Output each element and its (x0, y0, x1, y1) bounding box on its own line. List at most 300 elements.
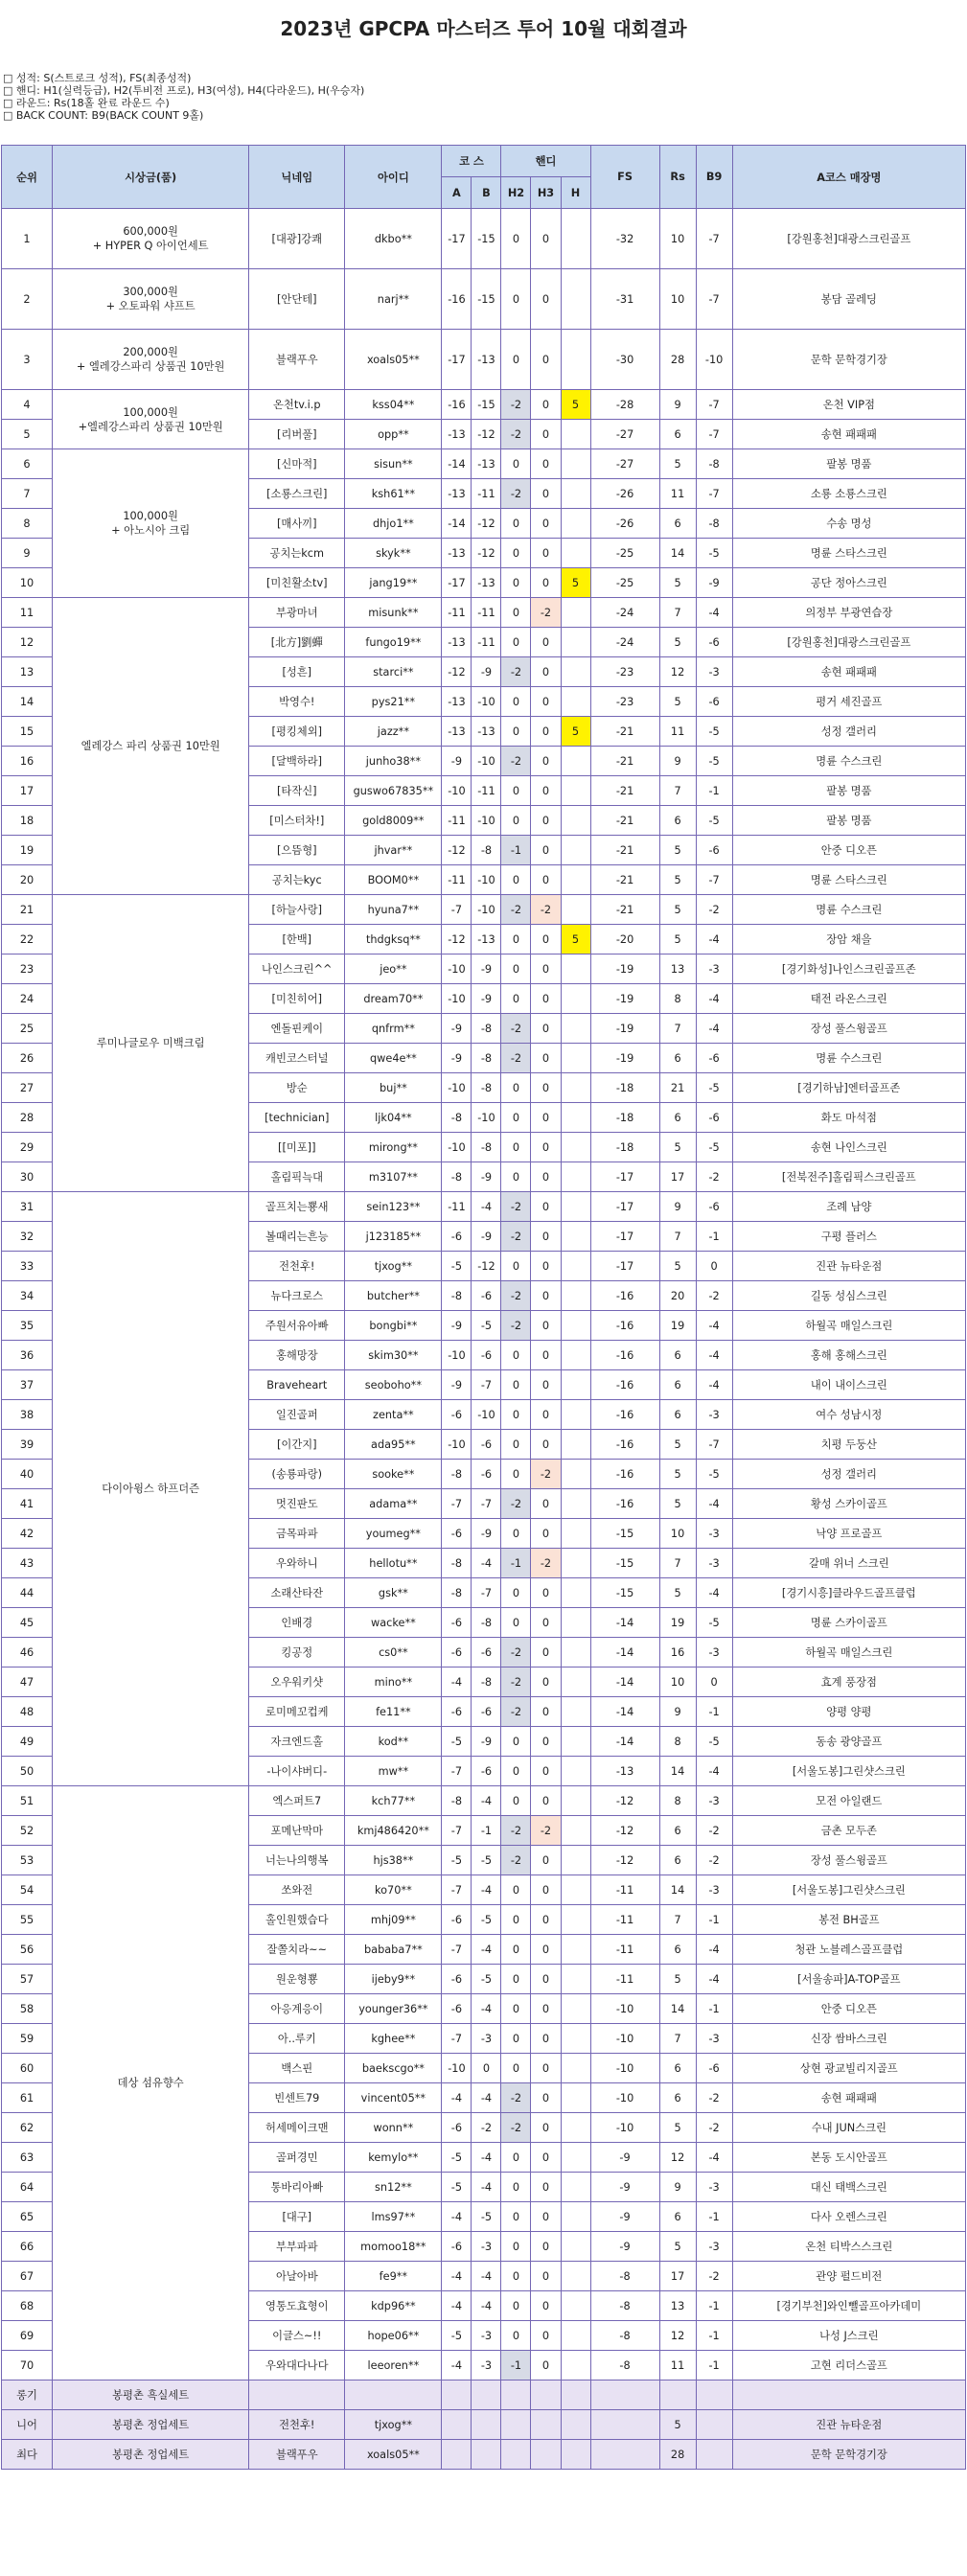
course-b-cell: -4 (472, 2291, 501, 2321)
handi-h3-cell: 0 (531, 984, 561, 1014)
backcount-cell: -1 (696, 776, 732, 806)
rounds-cell: 6 (659, 1846, 696, 1875)
empty-cell (442, 2410, 472, 2440)
nickname-cell: 자크엔드홀 (249, 1727, 345, 1757)
course-a-cell: -17 (442, 209, 472, 269)
nickname-cell: [대구] (249, 2202, 345, 2232)
rounds-cell: 6 (659, 1341, 696, 1370)
handi-h-cell (561, 1727, 590, 1757)
nickname-cell: 영통도효형이 (249, 2291, 345, 2321)
handi-h3-cell: 0 (531, 687, 561, 717)
rounds-cell: 10 (659, 209, 696, 269)
handi-h2-cell: 0 (501, 2232, 531, 2262)
handi-h3-cell: 0 (531, 1162, 561, 1192)
rank-cell: 34 (2, 1281, 53, 1311)
user-id-cell: butcher** (345, 1281, 442, 1311)
rank-cell: 23 (2, 954, 53, 984)
handi-h-cell (561, 330, 590, 390)
handi-h2-cell: -2 (501, 1014, 531, 1044)
handi-h2-cell: 0 (501, 2173, 531, 2202)
handi-h-cell (561, 2173, 590, 2202)
course-a-cell: -9 (442, 1014, 472, 1044)
rounds-cell: 20 (659, 1281, 696, 1311)
store-cell: 관양 펄드비전 (732, 2262, 965, 2291)
course-a-cell: -12 (442, 925, 472, 954)
course-b-cell: -15 (472, 209, 501, 269)
handi-h2-cell: -2 (501, 1816, 531, 1846)
nickname-cell: 허세메이크맨 (249, 2113, 345, 2143)
user-id-cell: gsk** (345, 1578, 442, 1608)
store-cell: 하월곡 매일스크린 (732, 1638, 965, 1668)
handi-h2-cell: 0 (501, 598, 531, 628)
rank-cell: 16 (2, 747, 53, 776)
handi-h3-cell: 0 (531, 2351, 561, 2380)
final-score-cell: -14 (590, 1608, 659, 1638)
rank-cell: 54 (2, 1875, 53, 1905)
user-id-cell: kch77** (345, 1786, 442, 1816)
course-a-cell: -14 (442, 449, 472, 479)
store-cell: 의정부 부광연습장 (732, 598, 965, 628)
final-score-cell: -25 (590, 539, 659, 568)
nickname-cell: 블랙푸우 (249, 2440, 345, 2470)
course-a-cell: -8 (442, 1549, 472, 1578)
handi-h3-cell: 0 (531, 2113, 561, 2143)
handi-h-cell (561, 449, 590, 479)
handi-h2-cell: 0 (501, 954, 531, 984)
backcount-cell: -6 (696, 1103, 732, 1133)
header-fs: FS (590, 146, 659, 209)
rounds-cell: 5 (659, 628, 696, 657)
user-id-cell: ksh61** (345, 479, 442, 509)
store-cell: [경기부천]와인뺄골프아카데미 (732, 2291, 965, 2321)
user-id-cell: skim30** (345, 1341, 442, 1370)
store-cell: 다사 오렌스크린 (732, 2202, 965, 2232)
empty-cell (590, 2410, 659, 2440)
handi-h3-cell: 0 (531, 2024, 561, 2054)
rounds-cell: 5 (659, 1430, 696, 1460)
handi-h2-cell: 0 (501, 330, 531, 390)
rounds-cell: 6 (659, 2083, 696, 2113)
course-b-cell: -9 (472, 1222, 501, 1252)
user-id-cell: guswo67835** (345, 776, 442, 806)
handi-h2-cell: 0 (501, 2321, 531, 2351)
handi-h-cell (561, 1549, 590, 1578)
backcount-cell: -4 (696, 1578, 732, 1608)
store-cell: 팔봉 명품 (732, 776, 965, 806)
handi-h2-cell: 0 (501, 1578, 531, 1608)
backcount-cell: -4 (696, 2143, 732, 2173)
nickname-cell: 부부파파 (249, 2232, 345, 2262)
final-score-cell: -16 (590, 1370, 659, 1400)
course-a-cell: -5 (442, 2321, 472, 2351)
table-row (2, 330, 966, 390)
final-score-cell: -10 (590, 2054, 659, 2083)
handi-h3-cell: 0 (531, 449, 561, 479)
final-score-cell: -10 (590, 1994, 659, 2024)
handi-h2-cell: -1 (501, 2351, 531, 2380)
course-a-cell: -10 (442, 1133, 472, 1162)
final-score-cell: -11 (590, 1965, 659, 1994)
handi-h-cell (561, 1905, 590, 1935)
nickname-cell: [매사끼] (249, 509, 345, 539)
handi-h3-cell: 0 (531, 1073, 561, 1103)
course-b-cell: -9 (472, 1727, 501, 1757)
backcount-cell: -4 (696, 1370, 732, 1400)
handi-h2-cell: -2 (501, 895, 531, 925)
store-cell: 팔봉 명품 (732, 449, 965, 479)
course-a-cell: -7 (442, 1489, 472, 1519)
handi-h3-cell: 0 (531, 269, 561, 330)
course-a-cell: -6 (442, 1905, 472, 1935)
final-score-cell: -27 (590, 449, 659, 479)
store-cell: 진관 뉴타운점 (732, 2410, 965, 2440)
handi-h-cell (561, 2024, 590, 2054)
course-a-cell: -6 (442, 2113, 472, 2143)
rank-cell: 61 (2, 2083, 53, 2113)
handi-h3-cell: 0 (531, 2232, 561, 2262)
final-score-cell: -9 (590, 2173, 659, 2202)
final-score-cell: -17 (590, 1252, 659, 1281)
store-cell: 성정 갤러리 (732, 1460, 965, 1489)
award-prize-cell: 봉평촌 정업세트 (53, 2440, 249, 2470)
note-score: □ 성적: S(스트로크 성적), FS(최종성적) (3, 72, 192, 84)
user-id-cell: qnfrm** (345, 1014, 442, 1044)
backcount-cell: -4 (696, 1935, 732, 1965)
backcount-cell: -3 (696, 1875, 732, 1905)
nickname-cell: [미친활소tv] (249, 568, 345, 598)
prize-cell: 200,000원 + 엘레강스파리 상품권 10만원 (53, 330, 249, 390)
handi-h-cell: 5 (561, 568, 590, 598)
store-cell: [전북전주]홀림픽스크린골프 (732, 1162, 965, 1192)
nickname-cell: [안단테] (249, 269, 345, 330)
rounds-cell: 7 (659, 2024, 696, 2054)
store-cell: 신장 쌈바스크린 (732, 2024, 965, 2054)
rank-cell: 19 (2, 836, 53, 865)
course-b-cell: -11 (472, 479, 501, 509)
user-id-cell: sisun** (345, 449, 442, 479)
store-cell: 구평 플러스 (732, 1222, 965, 1252)
empty-cell (501, 2410, 531, 2440)
handi-h2-cell: 0 (501, 1935, 531, 1965)
header-b9: B9 (696, 146, 732, 209)
nickname-cell: Braveheart (249, 1370, 345, 1400)
nickname-cell: 백스핀 (249, 2054, 345, 2083)
nickname-cell: [technician] (249, 1103, 345, 1133)
course-a-cell: -7 (442, 1935, 472, 1965)
handi-h3-cell: 0 (531, 2321, 561, 2351)
nickname-cell: 멋진판도 (249, 1489, 345, 1519)
empty-cell (472, 2410, 501, 2440)
course-b-cell: -10 (472, 1400, 501, 1430)
store-cell: [서울도봉]그린샷스크린 (732, 1757, 965, 1786)
rank-cell: 57 (2, 1965, 53, 1994)
handi-h2-cell: 0 (501, 1905, 531, 1935)
course-a-cell: -6 (442, 1608, 472, 1638)
user-id-cell: hellotu** (345, 1549, 442, 1578)
course-a-cell: -17 (442, 330, 472, 390)
empty-cell (442, 2440, 472, 2470)
rounds-cell: 6 (659, 509, 696, 539)
rounds-cell: 6 (659, 1103, 696, 1133)
empty-cell (501, 2380, 531, 2410)
header-h: H (561, 177, 590, 209)
handi-h-cell (561, 1994, 590, 2024)
handi-h2-cell: 0 (501, 1965, 531, 1994)
store-cell: 안중 디오픈 (732, 1994, 965, 2024)
user-id-cell: hope06** (345, 2321, 442, 2351)
final-score-cell: -11 (590, 1875, 659, 1905)
store-cell: 명륜 수스크린 (732, 747, 965, 776)
user-id-cell: mirong** (345, 1133, 442, 1162)
note-handi: □ 핸디: H1(실력등급), H2(투비전 프로), H3(여성), H4(다라운드), H(우승자) (3, 84, 365, 97)
rounds-cell: 28 (659, 2440, 696, 2470)
handi-h-cell (561, 1430, 590, 1460)
handi-h3-cell: 0 (531, 1400, 561, 1430)
final-score-cell: -8 (590, 2262, 659, 2291)
nickname-cell: 공치는kyc (249, 865, 345, 895)
course-b-cell: -7 (472, 1489, 501, 1519)
store-cell: 황성 스카이골프 (732, 1489, 965, 1519)
handi-h-cell (561, 1014, 590, 1044)
rank-cell: 27 (2, 1073, 53, 1103)
handi-h-cell (561, 1697, 590, 1727)
handi-h-cell (561, 1638, 590, 1668)
course-a-cell: -13 (442, 628, 472, 657)
handi-h3-cell: 0 (531, 1965, 561, 1994)
final-score-cell: -23 (590, 687, 659, 717)
nickname-cell: 방순 (249, 1073, 345, 1103)
results-table (1, 145, 966, 2470)
store-cell: 봉전 BH골프 (732, 1905, 965, 1935)
backcount-cell: -1 (696, 2321, 732, 2351)
user-id-cell: pys21** (345, 687, 442, 717)
handi-h2-cell: 0 (501, 1875, 531, 1905)
backcount-cell: -1 (696, 1222, 732, 1252)
nickname-cell: 골프치는뿅새 (249, 1192, 345, 1222)
handi-h-cell (561, 1935, 590, 1965)
legend-notes (3, 72, 364, 122)
backcount-cell: -2 (696, 1846, 732, 1875)
handi-h3-cell: 0 (531, 2173, 561, 2202)
rank-cell: 68 (2, 2291, 53, 2321)
rank-cell: 1 (2, 209, 53, 269)
rank-cell: 63 (2, 2143, 53, 2173)
handi-h-cell (561, 1816, 590, 1846)
handi-h2-cell: 0 (501, 539, 531, 568)
handi-h-cell (561, 776, 590, 806)
nickname-cell: 볼때리는흔능 (249, 1222, 345, 1252)
nickname-cell: 로미메꼬컵케 (249, 1697, 345, 1727)
rounds-cell: 5 (659, 1133, 696, 1162)
course-a-cell: -8 (442, 1460, 472, 1489)
handi-h2-cell: 0 (501, 1727, 531, 1757)
nickname-cell: 블랙푸우 (249, 330, 345, 390)
backcount-cell: -8 (696, 449, 732, 479)
header-store: A코스 매장명 (732, 146, 965, 209)
rounds-cell: 5 (659, 1460, 696, 1489)
rounds-cell: 14 (659, 539, 696, 568)
final-score-cell: -16 (590, 1489, 659, 1519)
final-score-cell: -31 (590, 269, 659, 330)
store-cell: [경기화성]나인스크린골프존 (732, 954, 965, 984)
nickname-cell: [한백] (249, 925, 345, 954)
course-b-cell: -4 (472, 1994, 501, 2024)
handi-h-cell (561, 1460, 590, 1489)
rank-cell: 65 (2, 2202, 53, 2232)
course-a-cell: -7 (442, 1875, 472, 1905)
handi-h2-cell: 0 (501, 1460, 531, 1489)
backcount-cell: -4 (696, 1341, 732, 1370)
rank-cell: 49 (2, 1727, 53, 1757)
backcount-cell: -4 (696, 984, 732, 1014)
award-row (2, 2410, 966, 2440)
store-cell: 낙양 프로골프 (732, 1519, 965, 1549)
handi-h3-cell: -2 (531, 895, 561, 925)
store-cell: 화도 마석점 (732, 1103, 965, 1133)
store-cell: 길동 성심스크린 (732, 1281, 965, 1311)
nickname-cell: 우와대다나다 (249, 2351, 345, 2380)
user-id-cell: gold8009** (345, 806, 442, 836)
final-score-cell: -11 (590, 1905, 659, 1935)
course-b-cell: -10 (472, 865, 501, 895)
handi-h3-cell: 0 (531, 1668, 561, 1697)
rank-cell: 12 (2, 628, 53, 657)
nickname-cell: 아날아바 (249, 2262, 345, 2291)
course-b-cell: -8 (472, 1133, 501, 1162)
user-id-cell: xoals05** (345, 2440, 442, 2470)
user-id-cell: thdgksq** (345, 925, 442, 954)
course-a-cell: -10 (442, 2054, 472, 2083)
rounds-cell: 9 (659, 1192, 696, 1222)
rounds-cell: 5 (659, 449, 696, 479)
handi-h-cell: 5 (561, 390, 590, 420)
handi-h2-cell: 0 (501, 1786, 531, 1816)
course-a-cell: -10 (442, 1430, 472, 1460)
handi-h-cell (561, 1073, 590, 1103)
course-a-cell: -9 (442, 1370, 472, 1400)
course-a-cell: -9 (442, 1044, 472, 1073)
course-a-cell: -8 (442, 1786, 472, 1816)
backcount-cell: -7 (696, 209, 732, 269)
handi-h2-cell: 0 (501, 628, 531, 657)
backcount-cell: -2 (696, 2083, 732, 2113)
store-cell: 갈매 위너 스크린 (732, 1549, 965, 1578)
final-score-cell: -12 (590, 1786, 659, 1816)
rank-cell: 33 (2, 1252, 53, 1281)
user-id-cell: cs0** (345, 1638, 442, 1668)
course-b-cell: -7 (472, 1370, 501, 1400)
nickname-cell: 쏘와전 (249, 1875, 345, 1905)
final-score-cell: -13 (590, 1757, 659, 1786)
store-cell: 하월곡 매일스크린 (732, 1311, 965, 1341)
note-round: □ 라운드: Rs(18홀 완료 라운드 수) (3, 97, 170, 109)
course-a-cell: -8 (442, 1578, 472, 1608)
handi-h2-cell: -2 (501, 1192, 531, 1222)
backcount-cell: -4 (696, 1965, 732, 1994)
nickname-cell: [미친히어] (249, 984, 345, 1014)
rounds-cell: 8 (659, 984, 696, 1014)
user-id-cell: qwe4e** (345, 1044, 442, 1073)
course-b-cell: -5 (472, 1965, 501, 1994)
store-cell: [서울도봉]그린샷스크린 (732, 1875, 965, 1905)
store-cell: 대신 태백스크린 (732, 2173, 965, 2202)
handi-h2-cell: -2 (501, 1489, 531, 1519)
handi-h2-cell: -2 (501, 1638, 531, 1668)
backcount-cell: -6 (696, 1192, 732, 1222)
rounds-cell: 7 (659, 598, 696, 628)
handi-h3-cell: 0 (531, 1430, 561, 1460)
backcount-cell: -3 (696, 2173, 732, 2202)
user-id-cell: jang19** (345, 568, 442, 598)
rank-cell: 62 (2, 2113, 53, 2143)
final-score-cell: -19 (590, 1044, 659, 1073)
store-cell: 성정 갤러리 (732, 717, 965, 747)
course-a-cell: -4 (442, 2202, 472, 2232)
final-score-cell: -9 (590, 2202, 659, 2232)
store-cell: 송현 패패패 (732, 2083, 965, 2113)
handi-h2-cell: -2 (501, 390, 531, 420)
user-id-cell: skyk** (345, 539, 442, 568)
handi-h-cell (561, 2113, 590, 2143)
final-score-cell: -16 (590, 1430, 659, 1460)
handi-h-cell (561, 984, 590, 1014)
award-label-cell: 롱기 (2, 2380, 53, 2410)
handi-h3-cell: 0 (531, 1786, 561, 1816)
rank-cell: 38 (2, 1400, 53, 1430)
nickname-cell: -나이샤버디- (249, 1757, 345, 1786)
backcount-cell: 0 (696, 1252, 732, 1281)
handi-h2-cell: 0 (501, 1162, 531, 1192)
final-score-cell: -18 (590, 1103, 659, 1133)
final-score-cell: -24 (590, 598, 659, 628)
course-a-cell: -4 (442, 1668, 472, 1697)
handi-h3-cell: 0 (531, 1044, 561, 1073)
nickname-cell: 오우워키샷 (249, 1668, 345, 1697)
handi-h3-cell: 0 (531, 1489, 561, 1519)
rank-cell: 22 (2, 925, 53, 954)
course-b-cell: -10 (472, 895, 501, 925)
course-b-cell: -6 (472, 1430, 501, 1460)
course-b-cell: -8 (472, 1668, 501, 1697)
handi-h2-cell: 0 (501, 1757, 531, 1786)
handi-h2-cell: -2 (501, 1311, 531, 1341)
final-score-cell: -15 (590, 1549, 659, 1578)
backcount-cell: -3 (696, 657, 732, 687)
course-b-cell: -4 (472, 1786, 501, 1816)
store-cell: 문학 문학경기장 (732, 2440, 965, 2470)
handi-h-cell (561, 1192, 590, 1222)
final-score-cell: -19 (590, 954, 659, 984)
course-b-cell: -10 (472, 1103, 501, 1133)
handi-h2-cell: -2 (501, 657, 531, 687)
store-cell: 상현 광교빌리지골프 (732, 2054, 965, 2083)
rank-cell: 45 (2, 1608, 53, 1638)
course-a-cell: -11 (442, 598, 472, 628)
handi-h3-cell: 0 (531, 1103, 561, 1133)
handi-h2-cell: 0 (501, 2143, 531, 2173)
header-h2: H2 (501, 177, 531, 209)
empty-cell (472, 2380, 501, 2410)
store-cell: 명륜 수스크린 (732, 1044, 965, 1073)
handi-h-cell (561, 806, 590, 836)
rounds-cell: 9 (659, 1697, 696, 1727)
rank-cell: 11 (2, 598, 53, 628)
handi-h-cell (561, 539, 590, 568)
store-cell: 팔봉 명품 (732, 806, 965, 836)
user-id-cell: kmj486420** (345, 1816, 442, 1846)
handi-h3-cell: 0 (531, 1935, 561, 1965)
rank-cell: 46 (2, 1638, 53, 1668)
